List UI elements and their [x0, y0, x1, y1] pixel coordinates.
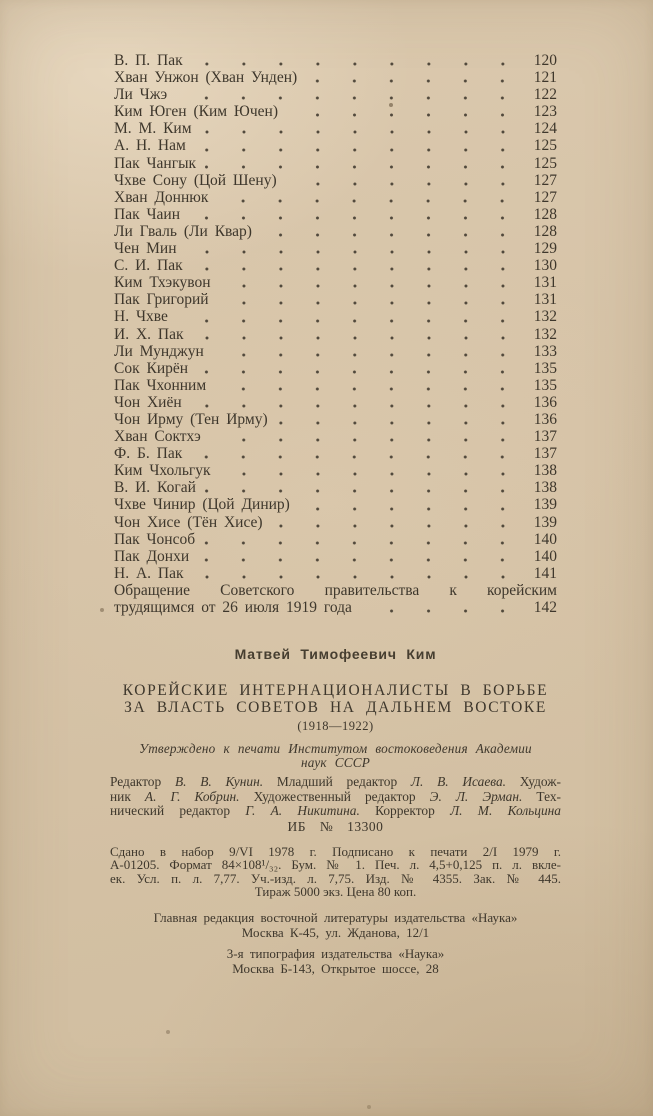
dot-leader: [177, 319, 521, 323]
publisher-line-2: Москва К-45, ул. Жданова, 12/1: [241, 924, 430, 940]
person-name: Г. А. Никитина.: [245, 803, 360, 819]
toc-entry: [114, 172, 557, 189]
toc-entry-page: 125: [533, 137, 557, 155]
role-label: Младший редактор: [263, 774, 411, 789]
dot-leader: [193, 575, 522, 579]
paper-specks: [0, 0, 2, 2]
editors-line-3: [110, 804, 561, 819]
dot-leader: [306, 79, 521, 83]
printer-line-2: Москва Б-143, Открытое шоссе, 28: [232, 960, 439, 976]
dot-leader: [192, 62, 521, 66]
toc-entry-page: 142: [533, 599, 557, 616]
dot-leader: [220, 472, 521, 476]
person-name: А. Г. Кобрин.: [144, 788, 240, 804]
toc-entry: [114, 394, 557, 411]
toc-entry: [114, 69, 557, 86]
toc-entry-name: Пак Чаин: [114, 205, 181, 223]
toc-entry-page: 130: [533, 257, 557, 275]
toc-entry-name: М. М. Ким: [114, 120, 192, 138]
toc-entry: [114, 120, 557, 137]
imprint-line-2: А-01205. Формат 84×108¹/₃₂. Бум. № 1. Печ. л. 4,5+0,125 п. л. вкле-: [110, 857, 561, 873]
dot-leader: [197, 370, 521, 374]
toc-entry-page: 127: [533, 171, 557, 189]
toc-entry-name: Пак Григорий: [114, 291, 209, 309]
toc-entry-page: 135: [533, 359, 557, 377]
role-label: Корректор: [359, 803, 451, 819]
imprint-line-3: ек. Усл. п. л. 7,77. Уч.-изд. л. 7,75. Изд. № 4355. Зак. № 445.: [110, 870, 561, 886]
dot-leader: [205, 165, 521, 169]
imprint-line-4: Тираж 5000 экз. Цена 80 коп.: [254, 883, 417, 899]
toc-entry-multiline-line2: [114, 599, 557, 616]
toc-entry-name: Чен Мин: [114, 240, 177, 258]
editors-line-1: [110, 775, 561, 790]
toc-entry: [114, 308, 557, 325]
toc-entry: [114, 411, 557, 428]
toc-entry-name: Ли Гваль (Ли Квар): [114, 222, 252, 240]
toc-entry: [114, 428, 557, 445]
toc-entry-name: Ким Чхольгук: [114, 462, 211, 480]
toc-entry-name: Хван Унжон (Хван Унден): [114, 69, 298, 87]
toc-entry-name: Чон Хиён: [114, 393, 182, 411]
toc-entry: [114, 86, 557, 103]
toc-entry-page: 128: [533, 205, 557, 223]
dot-leader: [193, 336, 522, 340]
toc-entry-name: Пак Донхи: [114, 547, 190, 565]
toc-entry-page: 137: [533, 445, 557, 463]
toc-entry-page: 133: [533, 342, 557, 360]
dot-leader: [215, 387, 521, 391]
dot-leader: [213, 353, 521, 357]
toc-entry-name: Чхве Сону (Цой Шену): [114, 171, 277, 189]
toc-entry-page: 125: [533, 154, 557, 172]
approval-line-2: наук СССР: [300, 754, 371, 770]
dot-leader: [218, 301, 521, 305]
toc-entry-page: 127: [533, 188, 557, 206]
toc-entry-name: Ким Тхэкувон: [114, 274, 211, 292]
toc-entry-page: 141: [533, 564, 557, 582]
toc-entry: [114, 343, 557, 360]
toc-entry-page: 132: [533, 308, 557, 326]
toc-entry: [114, 206, 557, 223]
person-name: Л. В. Исаева.: [410, 774, 507, 789]
toc-entry: [114, 326, 557, 343]
dot-leader: [277, 421, 521, 425]
imprint-paragraph: [110, 845, 561, 898]
dot-leader: [176, 96, 521, 100]
toc-list: [114, 52, 557, 582]
toc-entry: [114, 274, 557, 291]
toc-entry: [114, 462, 557, 479]
dot-leader: [191, 455, 521, 459]
toc-entry: [114, 155, 557, 172]
toc-entry-page: 135: [533, 376, 557, 394]
dot-leader: [195, 148, 521, 152]
toc-entry-name: Ф. Б. Пак: [114, 445, 183, 463]
toc-entry-page: 138: [533, 479, 557, 497]
toc-entry-page: 121: [533, 69, 557, 87]
toc-entry-name: В. П. Пак: [114, 52, 183, 69]
toc-entry: [114, 291, 557, 308]
toc-entry-name: В. И. Когай: [114, 479, 196, 497]
editors-line-2: [110, 790, 561, 805]
toc-entry: [114, 189, 557, 206]
dot-leader: [204, 541, 521, 545]
toc-entry-name: Пак Чангык: [114, 154, 197, 172]
toc-entry: [114, 257, 557, 274]
toc-entry-page: 139: [533, 496, 557, 514]
toc-entry: [114, 240, 557, 257]
dot-leader: [217, 199, 521, 203]
dot-leader: [286, 182, 521, 186]
toc-entry-name: Чхве Чинир (Цой Динир): [114, 496, 290, 514]
role-label: Художественный редактор: [239, 788, 430, 804]
toc-entry-name: Ли Чжэ: [114, 86, 168, 104]
toc-entry-name: Н. А. Пак: [114, 564, 184, 582]
toc-entry: [114, 223, 557, 240]
person-name: Л. М. Кольцина: [450, 803, 561, 819]
toc-entry-page: 131: [533, 274, 557, 292]
role-label: Тех-: [522, 788, 561, 804]
toc-entry-page: 138: [533, 462, 557, 480]
toc-entry-name: И. Х. Пак: [114, 325, 184, 343]
toc-entry-page: 129: [533, 240, 557, 258]
role-label: нический редактор: [110, 803, 246, 819]
dot-leader: [261, 233, 521, 237]
publisher-address: [104, 911, 567, 940]
toc-entry-page: 136: [533, 393, 557, 411]
dot-leader: [220, 284, 521, 288]
toc-entry: [114, 360, 557, 377]
toc-entry-page: 137: [533, 428, 557, 446]
dot-leader: [191, 404, 521, 408]
toc-entry: [114, 514, 557, 531]
toc-entry-name: Хван Доннюк: [114, 188, 209, 206]
toc-entry: [114, 548, 557, 565]
toc-entry: [114, 377, 557, 394]
toc-entry-page: 140: [533, 530, 557, 548]
author-name: Матвей Тимофеевич Ким: [234, 646, 437, 662]
toc-entry-page: 132: [533, 325, 557, 343]
toc-entry-name: Хван Соктхэ: [114, 428, 201, 446]
dot-leader: [299, 507, 521, 511]
toc-entry-name: А. Н. Нам: [114, 137, 186, 155]
toc-entry-name: Пак Чонсоб: [114, 530, 196, 548]
toc-entry-page: 122: [533, 86, 557, 104]
toc-section: [114, 52, 557, 616]
toc-entry: [114, 52, 557, 69]
toc-entry-name: Н. Чхве: [114, 308, 168, 326]
toc-entry-page: 136: [533, 410, 557, 428]
dot-leader: [192, 267, 521, 271]
dot-leader: [189, 216, 521, 220]
dot-leader: [272, 524, 521, 528]
imprint-line-1: Сдано в набор 9/VI 1978 г. Подписано к печати 2/I 1979 г.: [110, 844, 561, 859]
dot-leader: [287, 113, 521, 117]
toc-entry: [114, 445, 557, 462]
approval-note: [104, 742, 567, 770]
toc-entry: [114, 479, 557, 496]
role-label: Худож-: [506, 774, 562, 789]
toc-entry-page: 123: [533, 103, 557, 121]
role-label: Редактор: [110, 774, 175, 789]
toc-entry-multiline-line1: Обращение Советского правительства к корейским: [114, 581, 557, 599]
editors-paragraph: [110, 775, 561, 819]
toc-entry-page: 120: [533, 52, 557, 69]
dot-leader: [361, 609, 521, 613]
toc-entry-name: Чон Хисе (Тён Хисе): [114, 513, 263, 531]
toc-entry-name: Пак Чхонним: [114, 376, 207, 394]
toc-entry-name: Сок Кирён: [114, 359, 189, 377]
dot-leader: [186, 250, 522, 254]
dot-leader: [198, 558, 521, 562]
title-years: (1918—1922): [297, 718, 374, 733]
toc-entry-name: С. И. Пак: [114, 257, 183, 275]
toc-entry: [114, 496, 557, 513]
toc-entry-page: 131: [533, 291, 557, 309]
toc-entry: [114, 103, 557, 120]
toc-entry: [114, 531, 557, 548]
printer-line-1: 3-я типография издательства «Наука»: [226, 946, 445, 961]
dot-leader: [210, 438, 521, 442]
publisher-line-1: Главная редакция восточной литературы издательства «Наука»: [153, 910, 518, 925]
approval-line-1: Утверждено к печати Институтом востоковедения Академии: [139, 741, 532, 756]
person-name: В. В. Кунин.: [174, 774, 264, 789]
person-name: Э. Л. Эрман.: [429, 788, 523, 804]
dot-leader: [205, 489, 521, 493]
toc-entry-page: 124: [533, 120, 557, 138]
toc-entry: [114, 137, 557, 154]
toc-entry-page: 140: [533, 547, 557, 565]
toc-entry: [114, 565, 557, 582]
printer-address: [104, 947, 567, 976]
toc-entry-page: 139: [533, 513, 557, 531]
toc-entry-page: 128: [533, 222, 557, 240]
toc-entry-name: Чон Ирму (Тен Ирму): [114, 410, 268, 428]
role-label: ник: [110, 788, 145, 804]
toc-entry-name: трудящимся от 26 июля 1919 года: [114, 599, 352, 616]
title-line-2: ЗА ВЛАСТЬ СОВЕТОВ НА ДАЛЬНЕМ ВОСТОКЕ: [124, 699, 547, 717]
dot-leader: [201, 130, 521, 134]
toc-entry-name: Ли Мунджун: [114, 342, 204, 360]
book-title: [104, 682, 567, 734]
ib-number: ИБ № 13300: [287, 819, 384, 834]
toc-entry-name: Ким Юген (Ким Ючен): [114, 103, 278, 121]
title-line-1: КОРЕЙСКИЕ ИНТЕРНАЦИОНАЛИСТЫ В БОРЬБЕ: [122, 682, 549, 699]
